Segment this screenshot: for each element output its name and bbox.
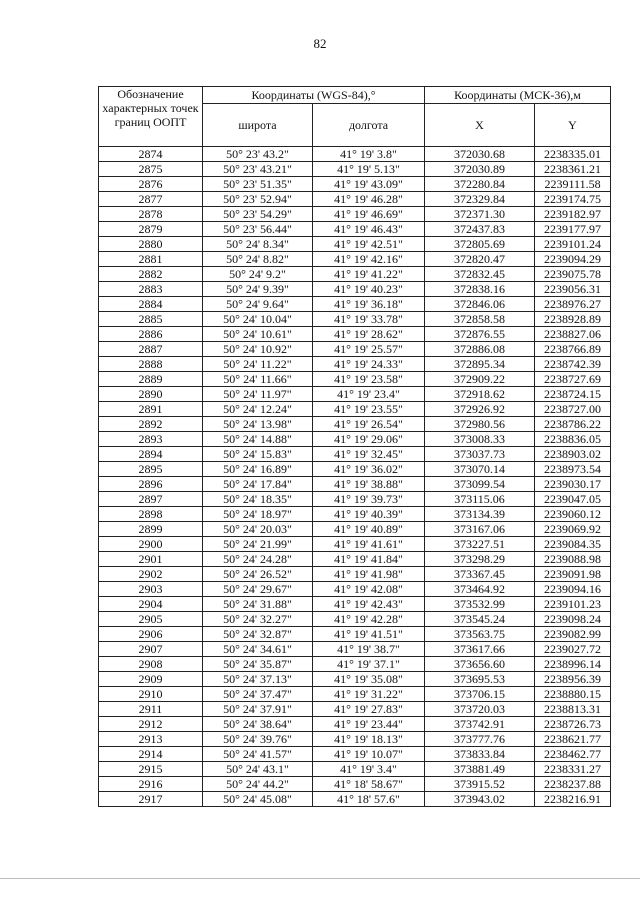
- cell-latitude: 50° 24' 26.52": [203, 567, 313, 582]
- table-row: [99, 177, 611, 192]
- header-x: X: [425, 104, 535, 147]
- cell-y: 2239030.17: [535, 477, 611, 492]
- table-row: [99, 267, 611, 282]
- cell-y: 2239094.16: [535, 582, 611, 597]
- cell-point-id: 2908: [99, 657, 203, 672]
- cell-x: 373706.15: [425, 687, 535, 702]
- cell-latitude: 50° 23' 56.44": [203, 222, 313, 237]
- cell-x: 373008.33: [425, 432, 535, 447]
- cell-latitude: 50° 24' 31.88": [203, 597, 313, 612]
- cell-point-id: 2891: [99, 402, 203, 417]
- cell-y: 2238827.06: [535, 327, 611, 342]
- cell-longitude: 41° 19' 24.33": [313, 357, 425, 372]
- cell-x: 373227.51: [425, 537, 535, 552]
- cell-x: 373037.73: [425, 447, 535, 462]
- page-number: 82: [313, 36, 327, 51]
- cell-point-id: 2912: [99, 717, 203, 732]
- table-row: [99, 747, 611, 762]
- cell-point-id: 2898: [99, 507, 203, 522]
- cell-y: 2239047.05: [535, 492, 611, 507]
- cell-point-id: 2886: [99, 327, 203, 342]
- cell-longitude: 41° 19' 46.28": [313, 192, 425, 207]
- header-point-label: Обозначение характерных точек границ ООПТ: [99, 87, 203, 147]
- cell-point-id: 2911: [99, 702, 203, 717]
- cell-latitude: 50° 24' 8.34": [203, 237, 313, 252]
- cell-x: 372030.89: [425, 162, 535, 177]
- cell-point-id: 2901: [99, 552, 203, 567]
- cell-x: 372980.56: [425, 417, 535, 432]
- table-row: [99, 717, 611, 732]
- cell-latitude: 50° 24' 12.24": [203, 402, 313, 417]
- cell-longitude: 41° 19' 42.16": [313, 252, 425, 267]
- cell-point-id: 2879: [99, 222, 203, 237]
- cell-point-id: 2888: [99, 357, 203, 372]
- cell-y: 2238726.73: [535, 717, 611, 732]
- table-row: [99, 297, 611, 312]
- table-row: [99, 432, 611, 447]
- cell-y: 2239060.12: [535, 507, 611, 522]
- cell-longitude: 41° 19' 40.39": [313, 507, 425, 522]
- cell-latitude: 50° 24' 45.08": [203, 792, 313, 807]
- cell-x: 373742.91: [425, 717, 535, 732]
- table-row: [99, 342, 611, 357]
- cell-x: 373656.60: [425, 657, 535, 672]
- cell-longitude: 41° 18' 58.67": [313, 777, 425, 792]
- cell-latitude: 50° 24' 9.39": [203, 282, 313, 297]
- cell-y: 2238216.91: [535, 792, 611, 807]
- cell-x: 373070.14: [425, 462, 535, 477]
- cell-latitude: 50° 24' 35.87": [203, 657, 313, 672]
- cell-point-id: 2915: [99, 762, 203, 777]
- cell-point-id: 2890: [99, 387, 203, 402]
- cell-y: 2238903.02: [535, 447, 611, 462]
- table-row: [99, 657, 611, 672]
- cell-longitude: 41° 18' 57.6": [313, 792, 425, 807]
- cell-point-id: 2881: [99, 252, 203, 267]
- cell-longitude: 41° 19' 28.62": [313, 327, 425, 342]
- cell-latitude: 50° 24' 17.84": [203, 477, 313, 492]
- cell-latitude: 50° 24' 18.97": [203, 507, 313, 522]
- cell-y: 2238956.39: [535, 672, 611, 687]
- cell-longitude: 41° 19' 25.57": [313, 342, 425, 357]
- cell-y: 2239069.92: [535, 522, 611, 537]
- header-wgs-group: Координаты (WGS-84),°: [203, 87, 425, 104]
- table-row: [99, 732, 611, 747]
- cell-x: 372832.45: [425, 267, 535, 282]
- cell-y: 2238996.14: [535, 657, 611, 672]
- cell-latitude: 50° 24' 32.87": [203, 627, 313, 642]
- cell-latitude: 50° 24' 14.88": [203, 432, 313, 447]
- cell-latitude: 50° 24' 29.67": [203, 582, 313, 597]
- cell-y: 2239177.97: [535, 222, 611, 237]
- cell-x: 373720.03: [425, 702, 535, 717]
- cell-latitude: 50° 24' 10.61": [203, 327, 313, 342]
- cell-x: 373943.02: [425, 792, 535, 807]
- cell-x: 373099.54: [425, 477, 535, 492]
- cell-longitude: 41° 19' 29.06": [313, 432, 425, 447]
- table-row: [99, 777, 611, 792]
- cell-y: 2238976.27: [535, 297, 611, 312]
- table-row: [99, 222, 611, 237]
- table-row: [99, 477, 611, 492]
- header-y: Y: [535, 104, 611, 147]
- cell-point-id: 2906: [99, 627, 203, 642]
- cell-latitude: 50° 24' 37.91": [203, 702, 313, 717]
- cell-longitude: 41° 19' 40.89": [313, 522, 425, 537]
- cell-longitude: 41° 19' 41.22": [313, 267, 425, 282]
- cell-y: 2239101.23: [535, 597, 611, 612]
- table-row: [99, 357, 611, 372]
- table-row: [99, 252, 611, 267]
- cell-longitude: 41° 19' 35.08": [313, 672, 425, 687]
- cell-x: 373115.06: [425, 492, 535, 507]
- table-row: [99, 147, 611, 162]
- cell-y: 2238621.77: [535, 732, 611, 747]
- cell-longitude: 41° 19' 36.02": [313, 462, 425, 477]
- cell-y: 2239101.24: [535, 237, 611, 252]
- cell-point-id: 2892: [99, 417, 203, 432]
- cell-y: 2238742.39: [535, 357, 611, 372]
- cell-longitude: 41° 19' 42.28": [313, 612, 425, 627]
- cell-latitude: 50° 24' 43.1": [203, 762, 313, 777]
- cell-x: 372926.92: [425, 402, 535, 417]
- cell-longitude: 41° 19' 40.23": [313, 282, 425, 297]
- cell-point-id: 2874: [99, 147, 203, 162]
- cell-longitude: 41° 19' 10.07": [313, 747, 425, 762]
- cell-x: 372030.68: [425, 147, 535, 162]
- cell-longitude: 41° 19' 41.51": [313, 627, 425, 642]
- cell-longitude: 41° 19' 31.22": [313, 687, 425, 702]
- cell-x: 372820.47: [425, 252, 535, 267]
- cell-x: 372838.16: [425, 282, 535, 297]
- cell-point-id: 2884: [99, 297, 203, 312]
- cell-longitude: 41° 19' 23.55": [313, 402, 425, 417]
- table-row: [99, 282, 611, 297]
- cell-point-id: 2875: [99, 162, 203, 177]
- table-row: [99, 672, 611, 687]
- cell-x: 372437.83: [425, 222, 535, 237]
- cell-y: 2239111.58: [535, 177, 611, 192]
- cell-longitude: 41° 19' 23.44": [313, 717, 425, 732]
- cell-y: 2239056.31: [535, 282, 611, 297]
- table-row: [99, 492, 611, 507]
- table-row: [99, 792, 611, 807]
- cell-x: 372846.06: [425, 297, 535, 312]
- cell-longitude: 41° 19' 3.4": [313, 762, 425, 777]
- cell-y: 2238335.01: [535, 147, 611, 162]
- cell-y: 2239091.98: [535, 567, 611, 582]
- cell-longitude: 41° 19' 43.09": [313, 177, 425, 192]
- cell-y: 2239027.72: [535, 642, 611, 657]
- header-longitude: долгота: [313, 104, 425, 147]
- cell-x: 373532.99: [425, 597, 535, 612]
- cell-y: 2238724.15: [535, 387, 611, 402]
- cell-latitude: 50° 24' 15.83": [203, 447, 313, 462]
- cell-latitude: 50° 23' 43.2": [203, 147, 313, 162]
- bottom-divider: [0, 878, 640, 879]
- cell-y: 2238813.31: [535, 702, 611, 717]
- cell-longitude: 41° 19' 26.54": [313, 417, 425, 432]
- cell-longitude: 41° 19' 3.8": [313, 147, 425, 162]
- cell-x: 372280.84: [425, 177, 535, 192]
- cell-point-id: 2902: [99, 567, 203, 582]
- table-row: [99, 582, 611, 597]
- cell-x: 373833.84: [425, 747, 535, 762]
- cell-longitude: 41° 19' 42.51": [313, 237, 425, 252]
- cell-x: 373367.45: [425, 567, 535, 582]
- coordinates-table: [98, 86, 611, 807]
- cell-point-id: 2907: [99, 642, 203, 657]
- cell-longitude: 41° 19' 41.98": [313, 567, 425, 582]
- cell-point-id: 2877: [99, 192, 203, 207]
- cell-longitude: 41° 19' 27.83": [313, 702, 425, 717]
- table-row: [99, 537, 611, 552]
- cell-x: 372886.08: [425, 342, 535, 357]
- cell-point-id: 2878: [99, 207, 203, 222]
- cell-point-id: 2887: [99, 342, 203, 357]
- cell-y: 2238361.21: [535, 162, 611, 177]
- cell-longitude: 41° 19' 39.73": [313, 492, 425, 507]
- cell-longitude: 41° 19' 38.88": [313, 477, 425, 492]
- cell-x: 373464.92: [425, 582, 535, 597]
- cell-latitude: 50° 24' 24.28": [203, 552, 313, 567]
- cell-point-id: 2913: [99, 732, 203, 747]
- cell-latitude: 50° 24' 32.27": [203, 612, 313, 627]
- cell-latitude: 50° 24' 16.89": [203, 462, 313, 477]
- cell-point-id: 2894: [99, 447, 203, 462]
- cell-longitude: 41° 19' 36.18": [313, 297, 425, 312]
- cell-latitude: 50° 24' 10.92": [203, 342, 313, 357]
- cell-x: 373617.66: [425, 642, 535, 657]
- cell-y: 2238973.54: [535, 462, 611, 477]
- cell-latitude: 50° 23' 43.21": [203, 162, 313, 177]
- cell-x: 372876.55: [425, 327, 535, 342]
- cell-y: 2238836.05: [535, 432, 611, 447]
- table-row: [99, 162, 611, 177]
- cell-latitude: 50° 24' 34.61": [203, 642, 313, 657]
- cell-x: 373777.76: [425, 732, 535, 747]
- cell-point-id: 2883: [99, 282, 203, 297]
- cell-y: 2238928.89: [535, 312, 611, 327]
- cell-x: 373915.52: [425, 777, 535, 792]
- cell-latitude: 50° 23' 51.35": [203, 177, 313, 192]
- cell-x: 372329.84: [425, 192, 535, 207]
- cell-point-id: 2916: [99, 777, 203, 792]
- cell-y: 2238880.15: [535, 687, 611, 702]
- cell-x: 372895.34: [425, 357, 535, 372]
- cell-point-id: 2882: [99, 267, 203, 282]
- cell-x: 373134.39: [425, 507, 535, 522]
- cell-latitude: 50° 24' 18.35": [203, 492, 313, 507]
- cell-latitude: 50° 24' 37.47": [203, 687, 313, 702]
- cell-y: 2238786.22: [535, 417, 611, 432]
- cell-x: 372858.58: [425, 312, 535, 327]
- cell-longitude: 41° 19' 46.43": [313, 222, 425, 237]
- cell-point-id: 2895: [99, 462, 203, 477]
- cell-x: 372371.30: [425, 207, 535, 222]
- cell-y: 2238766.89: [535, 342, 611, 357]
- cell-longitude: 41° 19' 33.78": [313, 312, 425, 327]
- cell-latitude: 50° 24' 9.64": [203, 297, 313, 312]
- cell-x: 372909.22: [425, 372, 535, 387]
- table-row: [99, 312, 611, 327]
- cell-longitude: 41° 19' 42.43": [313, 597, 425, 612]
- table-row: [99, 507, 611, 522]
- cell-y: 2238727.69: [535, 372, 611, 387]
- header-row-groups: [99, 87, 611, 104]
- table-body: [99, 147, 611, 807]
- cell-point-id: 2880: [99, 237, 203, 252]
- cell-y: 2238331.27: [535, 762, 611, 777]
- table-row: [99, 207, 611, 222]
- cell-latitude: 50° 24' 21.99": [203, 537, 313, 552]
- table-row: [99, 237, 611, 252]
- table-row: [99, 642, 611, 657]
- table-row: [99, 612, 611, 627]
- cell-longitude: 41° 19' 37.1": [313, 657, 425, 672]
- cell-point-id: 2897: [99, 492, 203, 507]
- table-row: [99, 447, 611, 462]
- cell-latitude: 50° 24' 37.13": [203, 672, 313, 687]
- cell-x: 373167.06: [425, 522, 535, 537]
- cell-latitude: 50° 24' 39.76": [203, 732, 313, 747]
- cell-longitude: 41° 19' 23.58": [313, 372, 425, 387]
- cell-longitude: 41° 19' 46.69": [313, 207, 425, 222]
- table-row: [99, 567, 611, 582]
- table-row: [99, 372, 611, 387]
- cell-y: 2239182.97: [535, 207, 611, 222]
- cell-point-id: 2904: [99, 597, 203, 612]
- table-row: [99, 522, 611, 537]
- cell-x: 373695.53: [425, 672, 535, 687]
- cell-latitude: 50° 24' 20.03": [203, 522, 313, 537]
- table-row: [99, 192, 611, 207]
- cell-longitude: 41° 19' 42.08": [313, 582, 425, 597]
- table-row: [99, 762, 611, 777]
- table-row: [99, 417, 611, 432]
- cell-point-id: 2885: [99, 312, 203, 327]
- cell-latitude: 50° 24' 41.57": [203, 747, 313, 762]
- cell-latitude: 50° 24' 10.04": [203, 312, 313, 327]
- cell-x: 373563.75: [425, 627, 535, 642]
- cell-point-id: 2889: [99, 372, 203, 387]
- cell-point-id: 2917: [99, 792, 203, 807]
- cell-latitude: 50° 24' 11.66": [203, 372, 313, 387]
- header-latitude: широта: [203, 104, 313, 147]
- table-row: [99, 327, 611, 342]
- cell-y: 2239094.29: [535, 252, 611, 267]
- cell-y: 2239098.24: [535, 612, 611, 627]
- cell-longitude: 41° 19' 41.84": [313, 552, 425, 567]
- cell-y: 2239082.99: [535, 627, 611, 642]
- cell-longitude: 41° 19' 32.45": [313, 447, 425, 462]
- cell-y: 2239088.98: [535, 552, 611, 567]
- cell-y: 2239075.78: [535, 267, 611, 282]
- cell-point-id: 2876: [99, 177, 203, 192]
- cell-x: 373298.29: [425, 552, 535, 567]
- cell-point-id: 2905: [99, 612, 203, 627]
- cell-point-id: 2903: [99, 582, 203, 597]
- cell-x: 372918.62: [425, 387, 535, 402]
- table-row: [99, 387, 611, 402]
- cell-latitude: 50° 23' 52.94": [203, 192, 313, 207]
- cell-y: 2239174.75: [535, 192, 611, 207]
- cell-point-id: 2914: [99, 747, 203, 762]
- cell-longitude: 41° 19' 18.13": [313, 732, 425, 747]
- table-row: [99, 597, 611, 612]
- table-row: [99, 687, 611, 702]
- cell-latitude: 50° 24' 13.98": [203, 417, 313, 432]
- cell-y: 2238237.88: [535, 777, 611, 792]
- table-row: [99, 402, 611, 417]
- cell-longitude: 41° 19' 5.13": [313, 162, 425, 177]
- cell-point-id: 2910: [99, 687, 203, 702]
- cell-latitude: 50° 24' 8.82": [203, 252, 313, 267]
- cell-point-id: 2909: [99, 672, 203, 687]
- cell-point-id: 2896: [99, 477, 203, 492]
- cell-latitude: 50° 24' 11.97": [203, 387, 313, 402]
- cell-latitude: 50° 24' 9.2": [203, 267, 313, 282]
- cell-x: 373881.49: [425, 762, 535, 777]
- cell-point-id: 2893: [99, 432, 203, 447]
- cell-latitude: 50° 24' 38.64": [203, 717, 313, 732]
- cell-latitude: 50° 24' 11.22": [203, 357, 313, 372]
- cell-x: 373545.24: [425, 612, 535, 627]
- cell-longitude: 41° 19' 41.61": [313, 537, 425, 552]
- cell-longitude: 41° 19' 23.4": [313, 387, 425, 402]
- cell-latitude: 50° 24' 44.2": [203, 777, 313, 792]
- cell-x: 372805.69: [425, 237, 535, 252]
- header-msk-group: Координаты (МСК-36),м: [425, 87, 611, 104]
- table-row: [99, 702, 611, 717]
- table-row: [99, 462, 611, 477]
- cell-latitude: 50° 23' 54.29": [203, 207, 313, 222]
- cell-point-id: 2900: [99, 537, 203, 552]
- cell-y: 2238727.00: [535, 402, 611, 417]
- cell-y: 2238462.77: [535, 747, 611, 762]
- cell-y: 2239084.35: [535, 537, 611, 552]
- cell-point-id: 2899: [99, 522, 203, 537]
- cell-longitude: 41° 19' 38.7": [313, 642, 425, 657]
- table-row: [99, 552, 611, 567]
- table-row: [99, 627, 611, 642]
